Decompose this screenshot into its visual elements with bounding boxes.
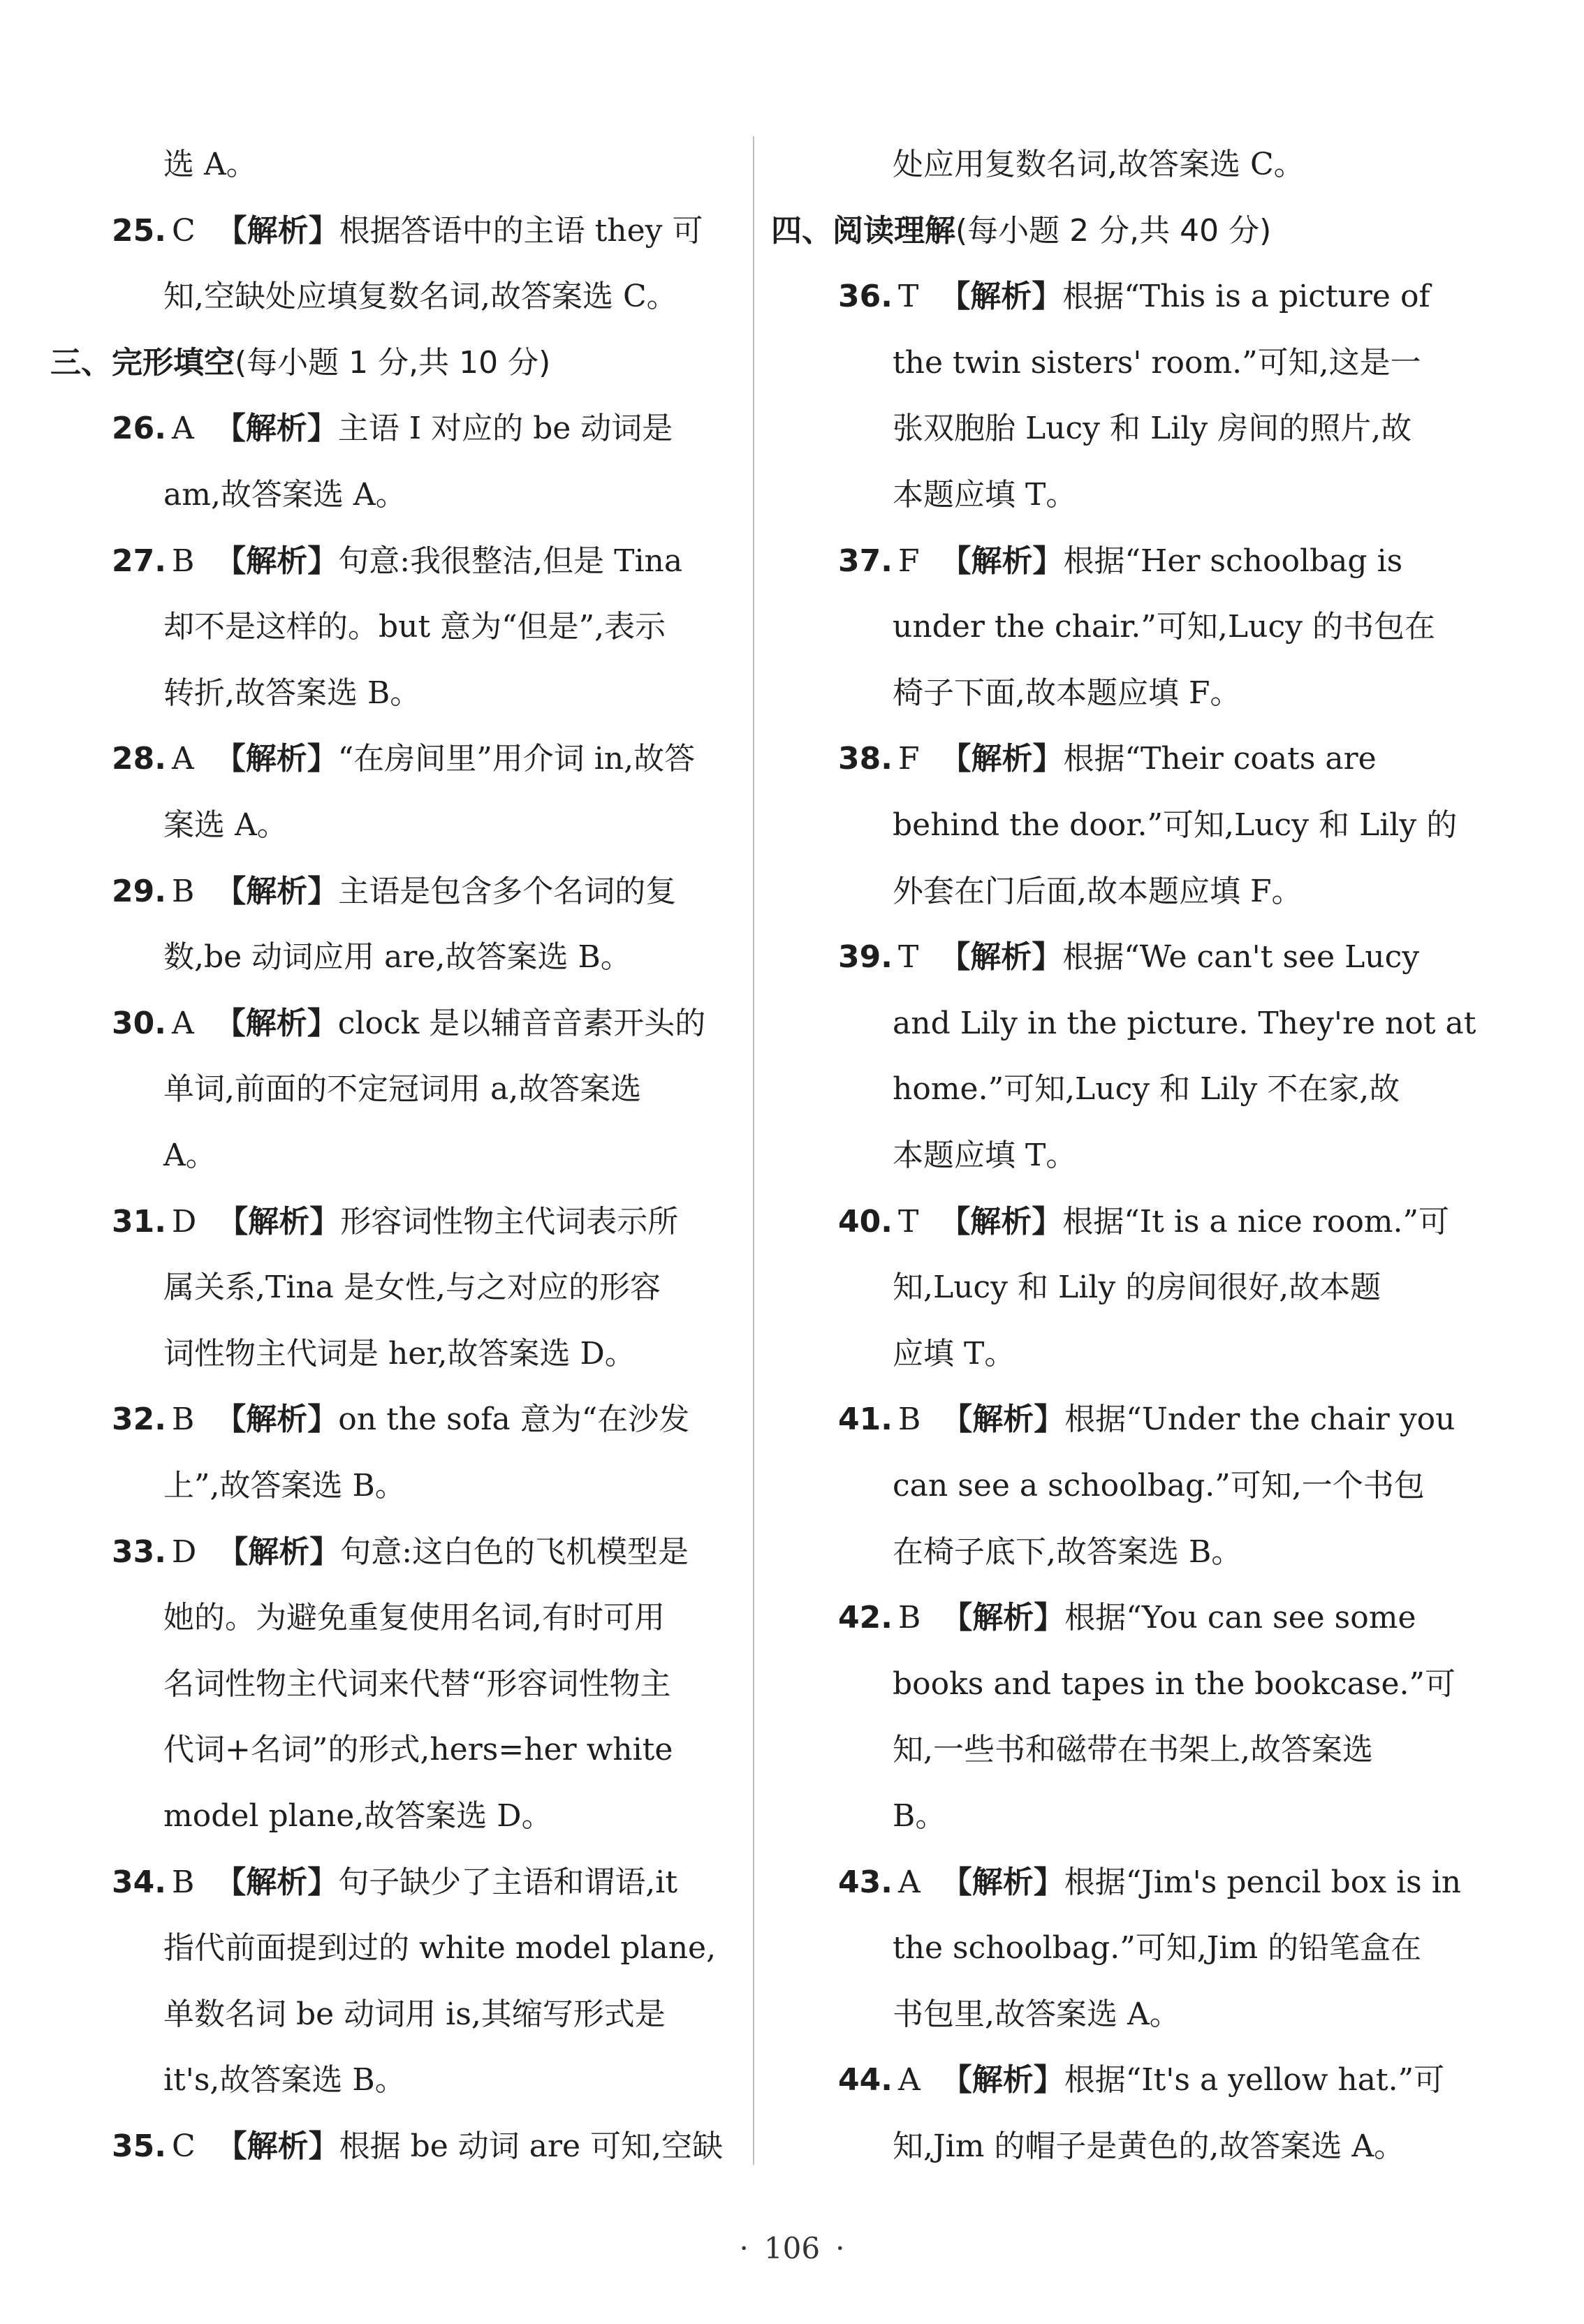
continuation-line: 处应用复数名词,故答案选 C。 bbox=[893, 147, 1305, 182]
item-number: 34. bbox=[112, 1864, 166, 1900]
answer-item bbox=[112, 212, 703, 251]
item-number: 30. bbox=[112, 1005, 166, 1041]
answer-item bbox=[112, 409, 673, 448]
continuation-line: 单数名词 be 动词用 is,其缩写形式是 bbox=[163, 1996, 666, 2032]
section-scoring-note: (每小题 2 分,共 40 分) bbox=[955, 212, 1272, 249]
answer-item bbox=[838, 740, 1377, 779]
item-number: 25. bbox=[112, 212, 166, 249]
item-text: 根据“Her schoolbag is bbox=[1063, 543, 1403, 579]
continuation-line: 知,空缺处应填复数名词,故答案选 C。 bbox=[163, 279, 677, 315]
page-footer bbox=[0, 2231, 1584, 2265]
answer-item bbox=[838, 2061, 1444, 2100]
continuation-line: 却不是这样的。but 意为“但是”,表示 bbox=[163, 609, 666, 645]
continuation-line: 知,一些书和磁带在书架上,故答案选 bbox=[893, 1732, 1373, 1768]
item-answer: F bbox=[897, 741, 920, 777]
answer-item bbox=[112, 1533, 689, 1572]
item-number: 35. bbox=[112, 2128, 166, 2164]
analysis-tag: 【解析】 bbox=[939, 939, 1063, 976]
analysis-tag: 【解析】 bbox=[940, 543, 1064, 579]
continuation-line: B。 bbox=[893, 1798, 946, 1834]
continuation-line: model plane,故答案选 D。 bbox=[163, 1798, 552, 1834]
item-text: 根据“This is a picture of bbox=[1062, 279, 1430, 315]
analysis-tag: 【解析】 bbox=[216, 2128, 339, 2164]
item-number: 38. bbox=[838, 741, 893, 777]
item-text: 根据“We can't see Lucy bbox=[1062, 939, 1420, 976]
answer-item bbox=[112, 872, 676, 911]
answer-item bbox=[838, 542, 1402, 581]
continuation-line: 本题应填 T。 bbox=[893, 1138, 1077, 1173]
item-number: 40. bbox=[838, 1203, 893, 1240]
item-answer: D bbox=[171, 1203, 197, 1240]
item-number: 29. bbox=[112, 873, 166, 909]
item-answer: F bbox=[897, 543, 920, 579]
analysis-tag: 【解析】 bbox=[940, 741, 1064, 777]
section-heading bbox=[50, 344, 550, 383]
analysis-tag: 【解析】 bbox=[939, 1203, 1063, 1240]
analysis-tag: 【解析】 bbox=[215, 873, 339, 909]
section-title: 三、完形填空 bbox=[50, 344, 235, 381]
analysis-tag: 【解析】 bbox=[941, 1864, 1064, 1900]
answer-item bbox=[838, 1203, 1449, 1242]
item-number: 42. bbox=[838, 1600, 893, 1636]
continuation-line: home.”可知,Lucy 和 Lily 不在家,故 bbox=[893, 1071, 1400, 1108]
item-answer: B bbox=[171, 1402, 195, 1438]
item-text: 句意:我很整洁,但是 Tina bbox=[338, 543, 683, 579]
item-number: 26. bbox=[112, 411, 166, 447]
continuation-line: the twin sisters' room.”可知,这是一 bbox=[893, 344, 1421, 381]
continuation-line: 属关系,Tina 是女性,与之对应的形容 bbox=[163, 1270, 661, 1306]
continuation-line: 在椅子底下,故答案选 B。 bbox=[893, 1534, 1242, 1570]
item-text: “在房间里”用介词 in,故答 bbox=[337, 741, 696, 777]
analysis-tag: 【解析】 bbox=[939, 279, 1063, 315]
continuation-line: books and tapes in the bookcase.”可 bbox=[893, 1665, 1456, 1702]
item-text: 根据答语中的主语 they 可 bbox=[339, 212, 703, 249]
item-answer: B bbox=[171, 1864, 195, 1900]
answer-item bbox=[112, 2127, 723, 2166]
answer-item bbox=[112, 740, 695, 779]
section-title: 四、阅读理解 bbox=[771, 212, 955, 249]
item-text: 形容词性物主代词表示所 bbox=[340, 1203, 679, 1240]
continuation-line: 椅子下面,故本题应填 F。 bbox=[893, 675, 1241, 711]
item-number: 39. bbox=[838, 939, 893, 976]
item-answer: A bbox=[897, 2062, 921, 2098]
item-number: 27. bbox=[112, 543, 166, 579]
continuation-line: and Lily in the picture. They're not at bbox=[893, 1005, 1476, 1041]
analysis-tag: 【解析】 bbox=[215, 1864, 339, 1900]
analysis-tag: 【解析】 bbox=[941, 1402, 1065, 1438]
item-answer: B bbox=[171, 543, 195, 579]
item-number: 43. bbox=[838, 1864, 893, 1900]
answer-item bbox=[838, 1863, 1461, 1902]
continuation-line: 书包里,故答案选 A。 bbox=[893, 1996, 1180, 2032]
item-text: 句子缺少了主语和谓语,it bbox=[338, 1864, 678, 1900]
continuation-line: 指代前面提到过的 white model plane, bbox=[163, 1930, 717, 1966]
item-number: 31. bbox=[112, 1203, 166, 1240]
answer-item bbox=[838, 938, 1419, 977]
item-number: 44. bbox=[838, 2062, 893, 2098]
analysis-tag: 【解析】 bbox=[217, 1203, 341, 1240]
answer-item bbox=[112, 1863, 677, 1902]
analysis-tag: 【解析】 bbox=[941, 2062, 1064, 2098]
item-answer: T bbox=[897, 279, 919, 315]
continuation-line: 张双胞胎 Lucy 和 Lily 房间的照片,故 bbox=[893, 411, 1412, 447]
item-text: 主语是包含多个名词的复 bbox=[338, 873, 677, 909]
item-text: 根据 be 动词 are 可知,空缺 bbox=[339, 2128, 724, 2164]
continuation-line: the schoolbag.”可知,Jim 的铅笔盒在 bbox=[893, 1930, 1422, 1966]
item-number: 37. bbox=[838, 543, 893, 579]
continuation-line: can see a schoolbag.”可知,一个书包 bbox=[893, 1468, 1425, 1503]
continuation-line: 选 A。 bbox=[163, 147, 257, 182]
continuation-line: 案选 A。 bbox=[163, 807, 288, 843]
page-number: 106 bbox=[763, 2231, 821, 2265]
analysis-tag: 【解析】 bbox=[215, 1402, 339, 1438]
column-divider bbox=[753, 136, 754, 2165]
item-answer: B bbox=[897, 1402, 921, 1438]
continuation-line: 词性物主代词是 her,故答案选 D。 bbox=[163, 1335, 636, 1371]
item-text: 根据“It is a nice room.”可 bbox=[1062, 1203, 1450, 1240]
answer-item bbox=[112, 1004, 705, 1043]
item-answer: A bbox=[171, 1005, 194, 1041]
answer-item bbox=[112, 542, 682, 581]
footer-dot: · bbox=[835, 2231, 845, 2265]
item-answer: C bbox=[171, 212, 196, 249]
continuation-line: 代词+名词”的形式,hers=her white bbox=[163, 1732, 673, 1768]
analysis-tag: 【解析】 bbox=[215, 543, 339, 579]
answer-item bbox=[838, 277, 1430, 316]
item-answer: T bbox=[897, 939, 919, 976]
analysis-tag: 【解析】 bbox=[214, 411, 338, 447]
item-number: 28. bbox=[112, 741, 166, 777]
analysis-tag: 【解析】 bbox=[217, 1534, 341, 1570]
continuation-line: 外套在门后面,故本题应填 F。 bbox=[893, 873, 1303, 909]
item-text: on the sofa 意为“在沙发 bbox=[338, 1402, 690, 1438]
item-number: 36. bbox=[838, 279, 893, 315]
section-heading bbox=[771, 212, 1271, 251]
item-text: 主语 I 对应的 be 动词是 bbox=[337, 411, 673, 447]
continuation-line: A。 bbox=[163, 1138, 217, 1173]
item-number: 41. bbox=[838, 1402, 893, 1438]
item-text: 根据“It's a yellow hat.”可 bbox=[1064, 2062, 1445, 2098]
item-number: 33. bbox=[112, 1534, 166, 1570]
item-answer: C bbox=[171, 2128, 196, 2164]
continuation-line: 转折,故答案选 B。 bbox=[163, 675, 421, 711]
item-text: 根据“You can see some bbox=[1064, 1600, 1416, 1636]
item-answer: A bbox=[171, 741, 194, 777]
item-answer: B bbox=[897, 1600, 921, 1636]
continuation-line: 单词,前面的不定冠词用 a,故答案选 bbox=[163, 1071, 642, 1108]
analysis-tag: 【解析】 bbox=[216, 212, 339, 249]
continuation-line: 知,Jim 的帽子是黄色的,故答案选 A。 bbox=[893, 2128, 1405, 2164]
item-answer: D bbox=[171, 1534, 197, 1570]
item-text: 根据“Jim's pencil box is in bbox=[1064, 1864, 1462, 1900]
continuation-line: behind the door.”可知,Lucy 和 Lily 的 bbox=[893, 807, 1458, 843]
analysis-tag: 【解析】 bbox=[941, 1600, 1065, 1636]
item-text: clock 是以辅音音素开头的 bbox=[337, 1005, 706, 1041]
continuation-line: it's,故答案选 B。 bbox=[163, 2062, 406, 2098]
answer-item bbox=[112, 1203, 678, 1242]
continuation-line: 她的。为避免重复使用名词,有时可用 bbox=[163, 1600, 665, 1636]
answer-item bbox=[838, 1598, 1416, 1638]
answer-item bbox=[112, 1400, 689, 1439]
continuation-line: 数,be 动词应用 are,故答案选 B。 bbox=[163, 939, 631, 976]
continuation-line: 知,Lucy 和 Lily 的房间很好,故本题 bbox=[893, 1270, 1381, 1306]
section-scoring-note: (每小题 1 分,共 10 分) bbox=[235, 344, 551, 381]
item-answer: A bbox=[897, 1864, 921, 1900]
item-answer: A bbox=[171, 411, 194, 447]
item-text: 根据“Their coats are bbox=[1063, 741, 1377, 777]
answer-item bbox=[838, 1400, 1455, 1439]
item-number: 32. bbox=[112, 1402, 166, 1438]
footer-dot: · bbox=[739, 2231, 749, 2265]
analysis-tag: 【解析】 bbox=[214, 1005, 338, 1041]
item-answer: B bbox=[171, 873, 195, 909]
continuation-line: under the chair.”可知,Lucy 的书包在 bbox=[893, 609, 1435, 645]
item-text: 句意:这白色的飞机模型是 bbox=[340, 1534, 689, 1570]
item-answer: T bbox=[897, 1203, 919, 1240]
continuation-line: 名词性物主代词来代替“形容词性物主 bbox=[163, 1665, 671, 1702]
continuation-line: am,故答案选 A。 bbox=[163, 477, 406, 513]
continuation-line: 本题应填 T。 bbox=[893, 477, 1077, 513]
continuation-line: 应填 T。 bbox=[893, 1335, 1015, 1371]
item-text: 根据“Under the chair you bbox=[1064, 1402, 1455, 1438]
analysis-tag: 【解析】 bbox=[214, 741, 338, 777]
continuation-line: 上”,故答案选 B。 bbox=[163, 1468, 406, 1503]
